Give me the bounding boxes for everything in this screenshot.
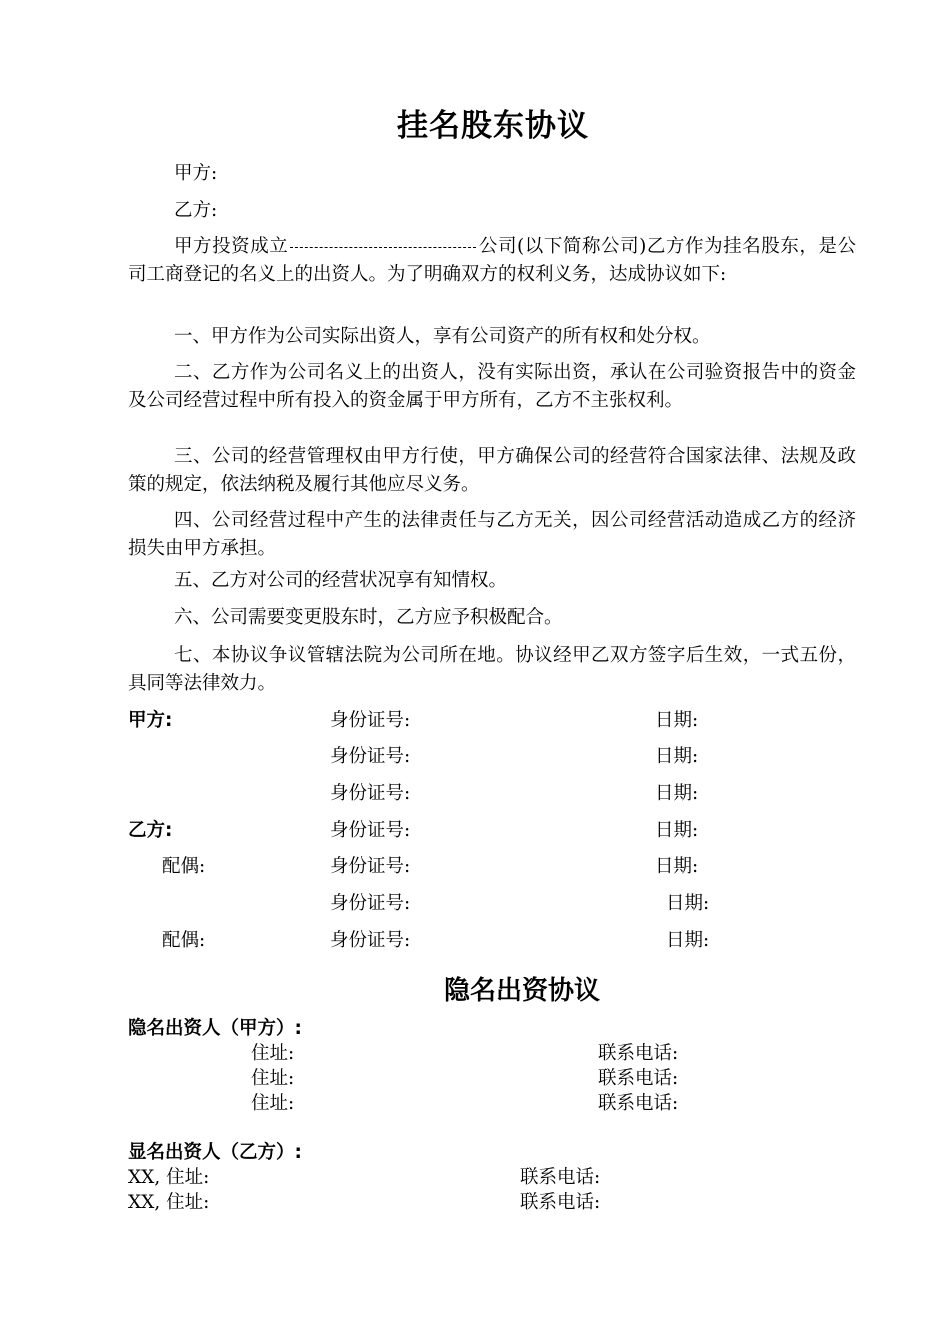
signature-row bbox=[0, 706, 950, 736]
clause-5: 五、乙方对公司的经营状况享有知情权。 bbox=[174, 570, 508, 591]
signature-id-label: 身份证号: bbox=[330, 820, 411, 841]
intro-after-blank: 公司(以下简称公司)乙方作为挂名股东，是公司工商登记的名义上的出资人。为了明确双方的权利义务，达成协议如下: bbox=[128, 236, 856, 285]
signature-id-label: 身份证号: bbox=[330, 783, 411, 804]
signature-id-label: 身份证号: bbox=[330, 893, 411, 914]
signature-date-label: 日期: bbox=[655, 746, 699, 767]
named-investor-row bbox=[0, 1163, 950, 1189]
address-label: 住址: bbox=[251, 1043, 295, 1064]
hidden-investor-row bbox=[0, 1064, 950, 1090]
phone-label: 联系电话: bbox=[598, 1043, 679, 1064]
section-subtitle: 隐名出资协议 bbox=[443, 976, 600, 1006]
signature-party-label: 乙方: bbox=[128, 820, 173, 841]
clause-3: 三、公司的经营管理权由甲方行使，甲方确保公司的经营符合国家法律、法规及政策的规定，依法纳税及履行其他应尽义务。 bbox=[128, 446, 856, 495]
phone-label: 联系电话: bbox=[598, 1068, 679, 1089]
clause-2: 二、乙方作为公司名义上的出资人，没有实际出资，承认在公司验资报告中的资金及公司经营过程中所有投入的资金属于甲方所有，乙方不主张权利。 bbox=[128, 362, 856, 411]
phone-label: 联系电话: bbox=[598, 1093, 679, 1114]
signature-date-label: 日期: bbox=[655, 710, 699, 731]
signature-id-label: 身份证号: bbox=[330, 856, 411, 877]
phone-label: 联系电话: bbox=[520, 1192, 601, 1213]
signature-row bbox=[0, 779, 950, 809]
clause-7: 七、本协议争议管辖法院为公司所在地。协议经甲乙双方签字后生效，一式五份，具同等法律效力。 bbox=[128, 645, 856, 694]
signature-row bbox=[0, 889, 950, 919]
signature-date-label: 日期: bbox=[666, 893, 710, 914]
clause-4: 四、公司经营过程中产生的法律责任与乙方无关，因公司经营活动造成乙方的经济损失由甲方承担。 bbox=[128, 510, 856, 559]
hidden-investor-row bbox=[0, 1089, 950, 1115]
hidden-investor-heading: 隐名出资人（甲方）: bbox=[128, 1018, 302, 1039]
signature-spouse-label: 配偶: bbox=[162, 930, 206, 951]
party-b-line: 乙方: bbox=[174, 200, 218, 221]
intro-before-blank: 甲方投资成立 bbox=[174, 236, 289, 257]
signature-spouse-label: 配偶: bbox=[162, 856, 206, 877]
address-label: XX, 住址: bbox=[128, 1192, 210, 1213]
signature-row bbox=[0, 742, 950, 772]
signature-row bbox=[0, 926, 950, 956]
address-label: 住址: bbox=[251, 1093, 295, 1114]
clause-6: 六、公司需要变更股东时，乙方应予积极配合。 bbox=[174, 607, 563, 628]
signature-row bbox=[0, 816, 950, 846]
signature-id-label: 身份证号: bbox=[330, 710, 411, 731]
intro-paragraph bbox=[128, 233, 856, 289]
party-a-line: 甲方: bbox=[174, 163, 218, 184]
address-label: XX, 住址: bbox=[128, 1167, 210, 1188]
signature-date-label: 日期: bbox=[655, 856, 699, 877]
signature-id-label: 身份证号: bbox=[330, 746, 411, 767]
signature-date-label: 日期: bbox=[655, 820, 699, 841]
hidden-investor-row bbox=[0, 1039, 950, 1065]
signature-date-label: 日期: bbox=[666, 930, 710, 951]
named-investor-row bbox=[0, 1188, 950, 1214]
signature-id-label: 身份证号: bbox=[330, 930, 411, 951]
signature-row bbox=[0, 852, 950, 882]
phone-label: 联系电话: bbox=[520, 1167, 601, 1188]
clause-1: 一、甲方作为公司实际出资人，享有公司资产的所有权和处分权。 bbox=[174, 326, 711, 347]
address-label: 住址: bbox=[251, 1068, 295, 1089]
company-name-blank bbox=[290, 246, 476, 248]
signature-date-label: 日期: bbox=[655, 783, 699, 804]
document-title: 挂名股东协议 bbox=[397, 108, 589, 144]
signature-party-label: 甲方: bbox=[128, 710, 173, 731]
named-investor-heading: 显名出资人（乙方）: bbox=[128, 1142, 302, 1163]
